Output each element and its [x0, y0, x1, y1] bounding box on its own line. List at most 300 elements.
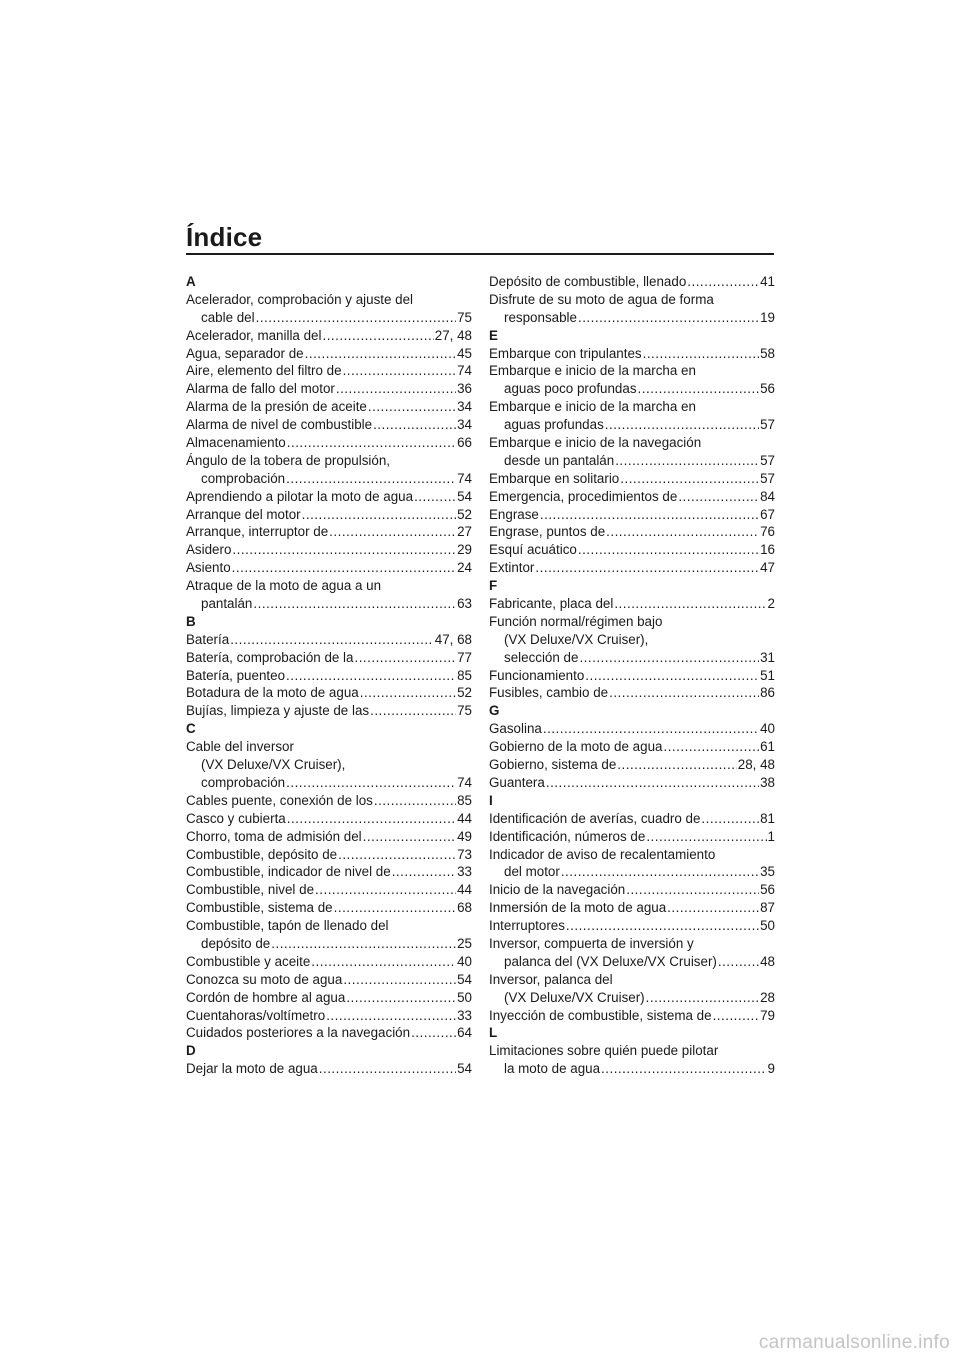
- index-entry-line: [489, 506, 775, 524]
- index-entry-text: Cuidados posteriores a la navegación: [186, 1025, 411, 1041]
- index-entry-text: Agua, separador de: [186, 345, 304, 361]
- index-entry: [186, 828, 472, 846]
- index-entry: [489, 774, 775, 792]
- index-entry-text: Fusibles, cambio de: [489, 685, 609, 701]
- dot-leader: [338, 846, 456, 864]
- index-page-number: 33: [457, 1007, 472, 1023]
- index-entry-text: responsable: [504, 309, 577, 325]
- index-entry-line: [186, 541, 472, 559]
- dot-leader: [346, 989, 456, 1007]
- index-entry-text: Alarma de la presión de aceite: [186, 399, 367, 415]
- index-page-number: 84: [760, 488, 775, 504]
- index-entry: [489, 613, 775, 667]
- index-column-left: [186, 273, 472, 1078]
- index-letter-heading: C: [186, 721, 196, 737]
- index-entry-text: Atraque de la moto de agua a un: [186, 578, 382, 594]
- index-entry-line: [186, 327, 472, 345]
- index-entry: [186, 917, 472, 953]
- index-page-number: 2: [767, 596, 775, 612]
- index-entry-line: [186, 863, 472, 881]
- index-entry-text: comprobación: [201, 470, 286, 486]
- dot-leader: [546, 774, 759, 792]
- index-page-number: 48: [760, 953, 775, 969]
- index-entry-line: [186, 345, 472, 363]
- dot-leader: [336, 380, 456, 398]
- dot-leader: [256, 309, 456, 327]
- dot-leader: [322, 327, 433, 345]
- index-page-number: 50: [457, 989, 472, 1005]
- dot-leader: [286, 774, 456, 792]
- index-entry-text: Embarque e inicio de la marcha en: [489, 399, 696, 415]
- index-entry: [489, 667, 775, 685]
- index-entry-text: Combustible, tapón de llenado del: [186, 918, 389, 934]
- dot-leader: [561, 863, 759, 881]
- index-entry-text: Extintor: [489, 560, 535, 576]
- dot-leader: [620, 470, 759, 488]
- dot-leader: [667, 899, 759, 917]
- dot-leader: [343, 971, 456, 989]
- index-entry: [186, 541, 472, 559]
- index-entry-line: [186, 398, 472, 416]
- index-entry-line: [489, 595, 775, 613]
- dot-leader: [326, 1007, 456, 1025]
- dot-leader: [615, 452, 759, 470]
- index-entry-line: [489, 613, 775, 631]
- index-page-number: 68: [457, 900, 472, 916]
- index-entry: [186, 989, 472, 1007]
- index-entry-text: Cable del inversor: [186, 739, 294, 755]
- index-entry: [489, 738, 775, 756]
- index-page-number: 79: [760, 1007, 775, 1023]
- index-page-number: 28: [760, 989, 775, 1005]
- index-entry-line: [186, 1060, 472, 1078]
- index-page-number: 76: [760, 524, 775, 540]
- index-entry-line: [489, 362, 775, 380]
- index-entry-line: [186, 667, 472, 685]
- index-entry-line: [489, 631, 775, 649]
- index-entry-text: Engrase: [489, 506, 539, 522]
- index-entry-line: [186, 309, 472, 327]
- index-entry-line: [489, 398, 775, 416]
- index-entry-text: Combustible, nivel de: [186, 882, 315, 898]
- dot-leader: [701, 810, 759, 828]
- index-entry-line: [186, 774, 472, 792]
- index-entry-line: [186, 684, 472, 702]
- index-entry: [489, 1042, 775, 1078]
- index-entry-line: [489, 846, 775, 864]
- index-entry-line: [489, 1042, 775, 1060]
- index-entry-text: Engrase, puntos de: [489, 524, 606, 540]
- index-entry: [489, 720, 775, 738]
- index-entry-line: [186, 738, 472, 756]
- dot-leader: [305, 345, 456, 363]
- index-entry-line: [186, 810, 472, 828]
- index-entry: [489, 846, 775, 882]
- index-entry: [186, 846, 472, 864]
- index-entry: [186, 953, 472, 971]
- index-entry-line: [489, 541, 775, 559]
- index-page-number: 57: [760, 417, 775, 433]
- index-entry-text: Acelerador, manilla del: [186, 327, 322, 343]
- index-page-number: 52: [457, 685, 472, 701]
- index-entry-line: [489, 810, 775, 828]
- index-entry-text: Aire, elemento del filtro de: [186, 363, 342, 379]
- index-entry-text: Inversor, compuerta de inversión y: [489, 935, 694, 951]
- index-entry-text: Batería, puenteo: [186, 667, 286, 683]
- index-page-number: 77: [457, 649, 472, 665]
- index-page-number: 1: [767, 828, 775, 844]
- index-entry-text: comprobación: [201, 774, 286, 790]
- index-page-number: 64: [457, 1025, 472, 1041]
- index-entry-line: [186, 935, 472, 953]
- index-entry-text: Embarque e inicio de la marcha en: [489, 363, 696, 379]
- index-entry-line: [489, 345, 775, 363]
- dot-leader: [643, 345, 760, 363]
- index-entry-text: Conozca su moto de agua: [186, 971, 343, 987]
- dot-leader: [343, 362, 457, 380]
- index-entry: [186, 1007, 472, 1025]
- index-letter-heading: A: [186, 274, 196, 289]
- dot-leader: [626, 881, 759, 899]
- index-entry-line: [489, 863, 775, 881]
- dot-leader: [609, 684, 759, 702]
- index-page-number: 54: [457, 971, 472, 987]
- index-entry-line: [186, 434, 472, 452]
- index-page-number: 54: [457, 488, 472, 504]
- index-page-number: 45: [457, 345, 472, 361]
- index-page-number: 61: [760, 739, 775, 755]
- dot-leader: [271, 935, 456, 953]
- index-entry: [186, 738, 472, 792]
- index-entry-line: [489, 470, 775, 488]
- index-entry-text: Función normal/régimen bajo: [489, 613, 663, 629]
- index-entry: [186, 702, 472, 720]
- dot-leader: [543, 720, 759, 738]
- dot-leader: [566, 917, 759, 935]
- index-page-number: 28, 48: [737, 757, 775, 773]
- index-entry-text: Batería, comprobación de la: [186, 649, 354, 665]
- index-entry-text: Batería: [186, 631, 230, 647]
- index-page-number: 38: [760, 774, 775, 790]
- index-entry-text: Combustible, sistema de: [186, 900, 333, 916]
- index-entry-text: Cables puente, conexión de los: [186, 792, 373, 808]
- index-page-number: 35: [760, 864, 775, 880]
- dot-leader: [687, 273, 759, 291]
- watermark: carmanualsonline.info: [758, 1332, 950, 1353]
- index-entry: [186, 452, 472, 488]
- index-entry-line: [186, 488, 472, 506]
- index-entry: [489, 398, 775, 434]
- index-entry-text: Inmersión de la moto de agua: [489, 900, 667, 916]
- index-entry-text: Arranque del motor: [186, 506, 301, 522]
- dot-leader: [329, 523, 456, 541]
- index-page-number: 29: [457, 542, 472, 558]
- index-page-number: 58: [760, 345, 775, 361]
- dot-leader: [374, 792, 456, 810]
- index-entry: [489, 756, 775, 774]
- index-page-number: 75: [457, 703, 472, 719]
- index-entry-line: [186, 577, 472, 595]
- index-entry: [489, 595, 775, 613]
- index-page-number: 50: [760, 918, 775, 934]
- index-entry: [186, 1060, 472, 1078]
- index-page-number: 57: [760, 452, 775, 468]
- index-entry: [489, 541, 775, 559]
- index-entry-line: [489, 1060, 775, 1078]
- index-entry: [489, 470, 775, 488]
- index-entry-line: [489, 434, 775, 452]
- index-entry-text: Combustible, depósito de: [186, 846, 338, 862]
- index-page-number: 52: [457, 506, 472, 522]
- index-entry-line: [489, 523, 775, 541]
- index-entry-line: [186, 523, 472, 541]
- index-page-number: 85: [457, 667, 472, 683]
- index-entry-text: Combustible y aceite: [186, 953, 311, 969]
- index-page-number: 16: [760, 542, 775, 558]
- index-entry-text: Identificación de averías, cuadro de: [489, 810, 701, 826]
- index-entry: [489, 1007, 775, 1025]
- dot-leader: [368, 398, 456, 416]
- index-entry-text: Inicio de la navegación: [489, 882, 626, 898]
- index-page-number: 63: [457, 596, 472, 612]
- index-entry: [489, 828, 775, 846]
- index-entry-text: (VX Deluxe/VX Cruiser),: [504, 631, 649, 647]
- index-entry-text: Funcionamiento: [489, 667, 585, 683]
- index-entry-line: [489, 774, 775, 792]
- index-entry-line: [186, 506, 472, 524]
- index-entry-line: [489, 1007, 775, 1025]
- index-entry: [186, 631, 472, 649]
- index-entry-text: Identificación, números de: [489, 828, 646, 844]
- index-entry: [489, 935, 775, 971]
- index-page-number: 67: [760, 506, 775, 522]
- index-page-number: 44: [457, 882, 472, 898]
- dot-leader: [646, 989, 759, 1007]
- index-entry: [186, 577, 472, 613]
- index-entry: [186, 327, 472, 345]
- index-entry-line: [186, 756, 472, 774]
- index-entry-line: [489, 989, 775, 1007]
- dot-leader: [678, 488, 759, 506]
- index-entry-text: Indicador de aviso de recalentamiento: [489, 846, 716, 862]
- index-entry-line: [186, 1024, 472, 1042]
- index-entry-text: Esquí acuático: [489, 542, 577, 558]
- index-entry-line: [186, 380, 472, 398]
- dot-leader: [579, 649, 759, 667]
- page-title: Índice: [186, 222, 263, 252]
- index-page-number: 47: [760, 560, 775, 576]
- dot-leader: [718, 953, 759, 971]
- dot-leader: [617, 756, 736, 774]
- index-page-number: 41: [760, 274, 775, 289]
- index-entry-text: Embarque e inicio de la navegación: [489, 435, 702, 451]
- index-entry: [186, 488, 472, 506]
- index-entry: [489, 506, 775, 524]
- index-entry-text: Gobierno, sistema de: [489, 757, 617, 773]
- index-entry: [186, 380, 472, 398]
- index-page-number: 27, 48: [434, 327, 472, 343]
- index-page-number: 74: [457, 470, 472, 486]
- dot-leader: [663, 738, 759, 756]
- index-entry-text: Dejar la moto de agua: [186, 1061, 318, 1077]
- index-entry-line: [489, 738, 775, 756]
- index-entry-line: [186, 971, 472, 989]
- index-entry-text: aguas profundas: [504, 417, 604, 433]
- dot-leader: [230, 631, 434, 649]
- dot-leader: [354, 649, 456, 667]
- index-entry-line: [489, 971, 775, 989]
- index-entry-text: la moto de agua: [504, 1061, 601, 1077]
- index-page-number: 40: [760, 721, 775, 737]
- dot-leader: [578, 541, 759, 559]
- index-entry-line: [489, 720, 775, 738]
- index-entry-text: desde un pantalán: [504, 452, 615, 468]
- dot-leader: [614, 595, 766, 613]
- index-entry-text: Depósito de combustible, llenado: [489, 274, 687, 289]
- index-entry: [186, 667, 472, 685]
- index-entry-text: Chorro, toma de admisión del: [186, 828, 362, 844]
- index-entry-text: pantalán: [201, 596, 253, 612]
- index-entry-text: Fabricante, placa del: [489, 596, 614, 612]
- index-entry: [489, 291, 775, 327]
- index-page-number: 74: [457, 774, 472, 790]
- index-page-number: 34: [457, 417, 472, 433]
- index-entry: [186, 345, 472, 363]
- dot-leader: [287, 810, 456, 828]
- index-entry-line: [186, 953, 472, 971]
- dot-leader: [360, 684, 456, 702]
- index-entry: [489, 273, 775, 291]
- dot-leader: [287, 434, 456, 452]
- index-entry-text: Combustible, indicador de nivel de: [186, 864, 391, 880]
- index-page-number: 56: [760, 882, 775, 898]
- index-page-number: 25: [457, 935, 472, 951]
- index-letter-heading: F: [489, 578, 498, 594]
- index-entry: [489, 362, 775, 398]
- index-entry-line: [489, 452, 775, 470]
- index-entry-text: (VX Deluxe/VX Cruiser),: [201, 757, 346, 773]
- index-entry-text: Asidero: [186, 542, 232, 558]
- index-entry: [186, 971, 472, 989]
- index-entry-line: [489, 559, 775, 577]
- index-page-number: 57: [760, 470, 775, 486]
- index-page-number: 75: [457, 309, 472, 325]
- index-entry-text: Gasolina: [489, 721, 542, 737]
- index-entry: [489, 345, 775, 363]
- index-page-number: 31: [760, 649, 775, 665]
- index-entry-text: Gobierno de la moto de agua: [489, 739, 663, 755]
- dot-leader: [601, 1060, 767, 1078]
- index-entry-text: Ángulo de la tobera de propulsión,: [186, 452, 390, 468]
- index-letter-heading: E: [489, 327, 498, 343]
- index-entry-text: cable del: [201, 309, 255, 325]
- index-entry-line: [186, 1007, 472, 1025]
- index-page-number: 66: [457, 435, 472, 451]
- index-entry-line: [489, 291, 775, 309]
- dot-leader: [363, 828, 456, 846]
- index-entry: [186, 810, 472, 828]
- index-entry-text: Alarma de nivel de combustible: [186, 417, 373, 433]
- index-entry-text: Cordón de hombre al agua: [186, 989, 346, 1005]
- index-entry: [489, 917, 775, 935]
- dot-leader: [311, 953, 456, 971]
- index-entry-text: aguas poco profundas: [504, 381, 637, 397]
- index-letter-heading: G: [489, 703, 500, 719]
- dot-leader: [605, 416, 759, 434]
- index-page-number: 9: [767, 1061, 775, 1077]
- dot-leader: [253, 595, 456, 613]
- index-entry-text: Asiento: [186, 560, 231, 576]
- index-page-number: 73: [457, 846, 472, 862]
- index-entry-text: Guantera: [489, 774, 545, 790]
- index-page-number: 56: [760, 381, 775, 397]
- index-entry-line: [186, 649, 472, 667]
- index-entry-line: [489, 488, 775, 506]
- index-letter-heading: L: [489, 1025, 498, 1041]
- index-entry-line: [489, 756, 775, 774]
- index-entry-text: Botadura de la moto de agua: [186, 685, 359, 701]
- index-entry-line: [186, 792, 472, 810]
- index-page-number: 47, 68: [434, 631, 472, 647]
- index-entry-text: depósito de: [201, 935, 271, 951]
- index-entry: [186, 559, 472, 577]
- index-page-number: 40: [457, 953, 472, 969]
- index-entry-line: [186, 559, 472, 577]
- dot-leader: [713, 1007, 760, 1025]
- index-entry-text: palanca del (VX Deluxe/VX Cruiser): [504, 953, 717, 969]
- index-entry-text: Acelerador, comprobación y ajuste del: [186, 291, 414, 307]
- index-entry-line: [186, 989, 472, 1007]
- index-entry-text: del motor: [504, 864, 560, 880]
- index-entry-text: Disfrute de su moto de agua de forma: [489, 291, 714, 307]
- dot-leader: [319, 1060, 456, 1078]
- dot-leader: [578, 309, 759, 327]
- index-page-number: 74: [457, 363, 472, 379]
- index-entry: [186, 863, 472, 881]
- index-entry: [186, 649, 472, 667]
- index-entry: [186, 416, 472, 434]
- index-entry: [186, 398, 472, 416]
- dot-leader: [392, 863, 456, 881]
- index-entry-text: selección de: [504, 649, 579, 665]
- index-entry-line: [489, 416, 775, 434]
- dot-leader: [286, 667, 456, 685]
- index-page-number: 85: [457, 792, 472, 808]
- index-entry-text: Casco y cubierta: [186, 810, 286, 826]
- index-entry-line: [489, 881, 775, 899]
- index-entry-line: [489, 380, 775, 398]
- index-page-number: 81: [760, 810, 775, 826]
- index-entry-text: Inversor, palanca del: [489, 971, 613, 987]
- index-entry-line: [186, 881, 472, 899]
- index-entry: [489, 434, 775, 470]
- dot-leader: [232, 559, 456, 577]
- index-entry-text: Arranque, interruptor de: [186, 524, 329, 540]
- index-entry-text: Inyección de combustible, sistema de: [489, 1007, 712, 1023]
- index-entry-line: [186, 452, 472, 470]
- index-letter-heading: D: [186, 1043, 196, 1059]
- dot-leader: [411, 1024, 456, 1042]
- index-entry-text: (VX Deluxe/VX Cruiser): [504, 989, 645, 1005]
- index-entry-text: Embarque con tripulantes: [489, 345, 642, 361]
- index-entry-text: Embarque en solitario: [489, 470, 620, 486]
- index-entry: [186, 434, 472, 452]
- index-page-number: 54: [457, 1061, 472, 1077]
- index-entry-line: [186, 828, 472, 846]
- index-page-number: 33: [457, 864, 472, 880]
- dot-leader: [414, 488, 456, 506]
- index-page-number: 51: [760, 667, 775, 683]
